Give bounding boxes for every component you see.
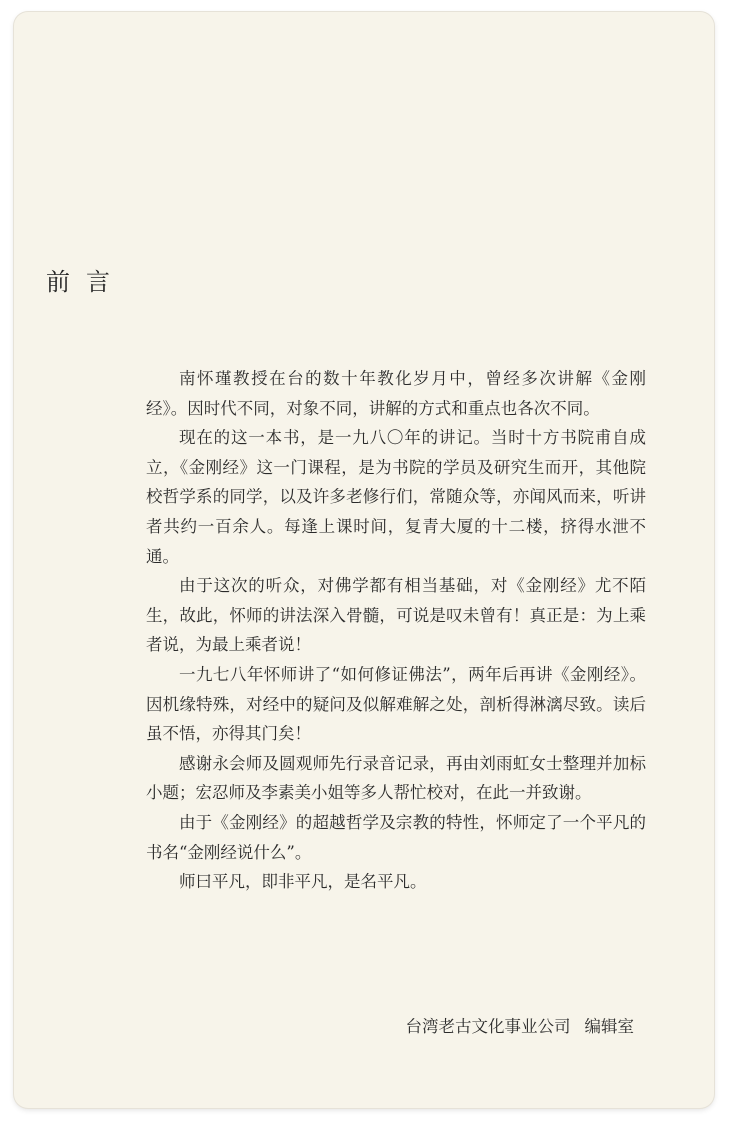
paragraph-6: 由于《金刚经》的超越哲学及宗教的特性，怀师定了一个平凡的书名“金刚经说什么”。: [146, 812, 646, 862]
paragraph-4: 一九七八年怀师讲了“如何修证佛法”，两年后再讲《金刚经》。因机缘特殊，对经中的疑问及似解难解之处，剖析得淋漓尽致。读后虽不悟，亦得其门矣！: [146, 664, 646, 744]
paragraph-5: 感谢永会师及圆观师先行录音记录，再由刘雨虹女士整理并加标小题；宏忍师及李素美小姐等多人帮忙校对，在此一并致谢。: [146, 753, 646, 803]
paragraph-2: 现在的这一本书，是一九八〇年的讲记。当时十方书院甫自成立，《金刚经》这一门课程，是为书院的学员及研究生而开，其他院校哲学系的同学，以及许多老修行们，常随众等，亦闻风而来，听讲者共约一百余人。每逢上课时间，复青大厦的十二楼，挤得水泄不通。: [146, 428, 646, 566]
preface-body: [146, 364, 646, 897]
paragraph-3: 由于这次的听众，对佛学都有相当基础，对《金刚经》尤不陌生，故此，怀师的讲法深入骨髓，可说是叹未曾有！真正是：为上乘者说，为最上乘者说！: [146, 576, 646, 655]
page-title: 前言: [46, 268, 126, 296]
paragraph-1: 南怀瑾教授在台的数十年教化岁月中，曾经多次讲解《金刚经》。因时代不同，对象不同，讲解的方式和重点也各次不同。: [146, 369, 646, 418]
signature: [406, 1013, 635, 1037]
signature-department: 编辑室: [584, 1017, 634, 1036]
signature-organization: 台湾老古文化事业公司: [405, 1017, 571, 1036]
paragraph-7: 师曰平凡，即非平凡，是名平凡。: [179, 872, 427, 892]
